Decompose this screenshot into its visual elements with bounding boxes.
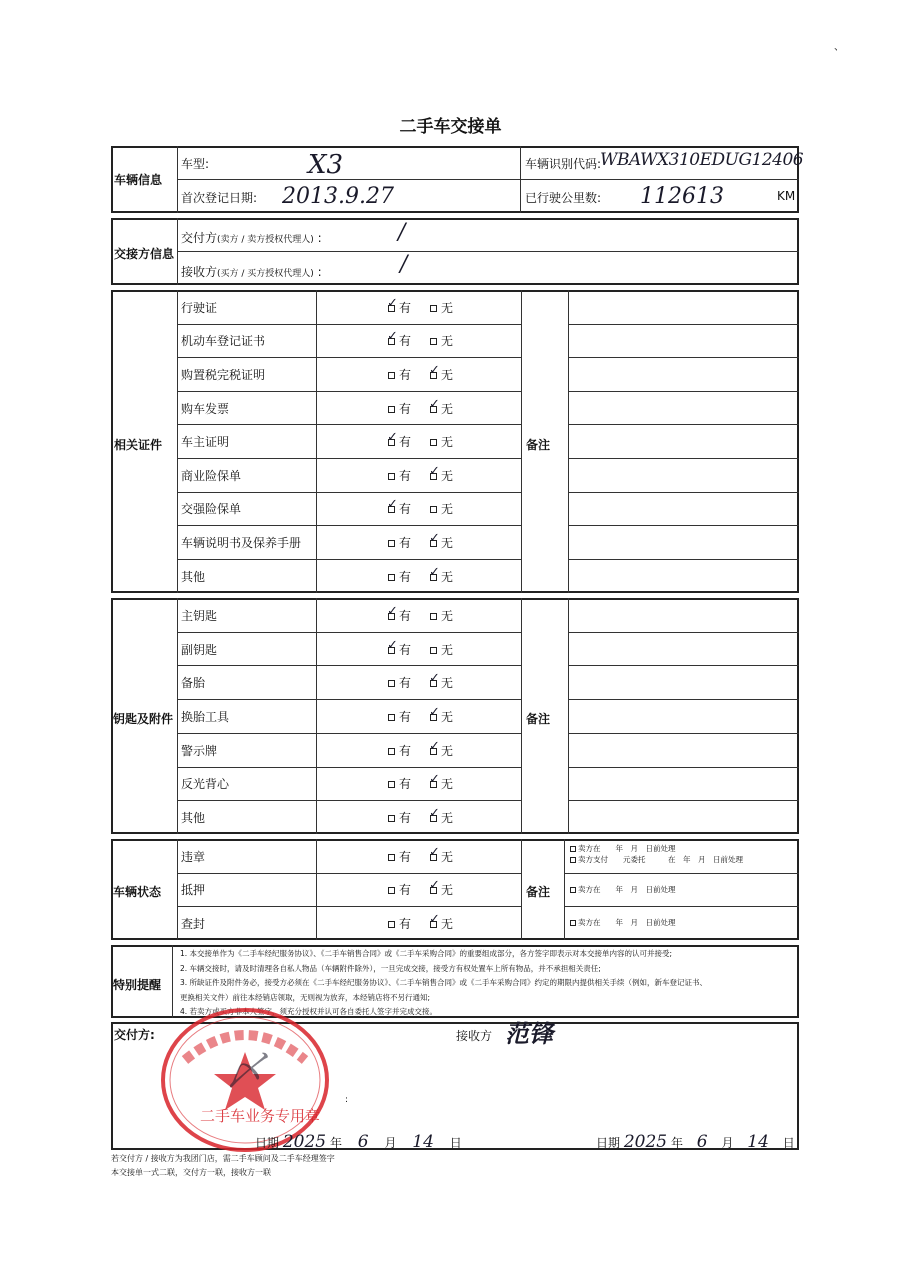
- receive-date: 日期 2025 年 6 月 14 日: [596, 1132, 795, 1152]
- documents-item-1-label: 机动车登记证书: [181, 334, 266, 349]
- status-item-1-label: 抵押: [181, 883, 206, 898]
- documents-item-7-check-mark: ✓: [429, 531, 440, 546]
- documents-item-8-check-mark: ✓: [429, 564, 440, 580]
- documents-item-3-yes-checkbox[interactable]: 有: [388, 400, 411, 417]
- documents-item-0-no-checkbox[interactable]: 无: [430, 299, 453, 316]
- keys-item-3-label: 换胎工具: [181, 709, 230, 724]
- keys-item-1-label: 副钥匙: [181, 642, 218, 657]
- keys-item-4-yes-checkbox[interactable]: 有: [388, 742, 411, 759]
- status-remark-label: 备注: [526, 885, 551, 899]
- stamp-text: 二手车业务专用章: [200, 1107, 321, 1125]
- keys-item-1-yes-checkbox[interactable]: 有: [388, 641, 411, 658]
- documents-item-8-no-checkbox[interactable]: 无: [430, 568, 453, 585]
- keys-item-5-no-checkbox[interactable]: 无: [430, 775, 453, 792]
- documents-item-7-no-checkbox[interactable]: 无: [430, 534, 453, 551]
- documents-item-4-label: 车主证明: [181, 435, 230, 450]
- status-item-2-no-checkbox[interactable]: 无: [430, 915, 453, 932]
- receive-signature: 范锋: [505, 1019, 553, 1048]
- documents-item-3-no-checkbox[interactable]: 无: [430, 400, 453, 417]
- keys-item-0-check-mark: ✓: [387, 603, 398, 619]
- keys-item-3-yes-checkbox[interactable]: 有: [388, 708, 411, 725]
- model-label: 车型:: [181, 157, 210, 171]
- deliver-date: 日期 2025 年 6 月 14 日: [255, 1132, 462, 1152]
- documents-item-6-yes-checkbox[interactable]: 有: [388, 500, 411, 517]
- status-item-0-label: 违章: [181, 849, 206, 864]
- notice-label: 特别提醒: [113, 978, 162, 992]
- status-remark-0-line-0: 卖方在 年 月 日前处理: [570, 845, 676, 853]
- status-item-1-yes-checkbox[interactable]: 有: [388, 881, 411, 898]
- documents-label: 相关证件: [114, 438, 163, 452]
- vin-label: 车辆识别代码:: [525, 157, 602, 171]
- status-remark-0-line-1: 卖方支付 元委托 在 年 月 日前处理: [570, 856, 743, 864]
- documents-item-4-yes-checkbox[interactable]: 有: [388, 433, 411, 450]
- status-item-1-no-checkbox[interactable]: 无: [430, 881, 453, 898]
- documents-item-2-yes-checkbox[interactable]: 有: [388, 366, 411, 383]
- documents-item-6-check-mark: ✓: [387, 497, 398, 513]
- documents-remark-label: 备注: [526, 438, 551, 452]
- keys-item-2-no-checkbox[interactable]: 无: [430, 674, 453, 691]
- keys-item-5-yes-checkbox[interactable]: 有: [388, 775, 411, 792]
- documents-item-8-yes-checkbox[interactable]: 有: [388, 568, 411, 585]
- keys-item-1-check-mark: ✓: [387, 637, 398, 653]
- keys-item-2-check-mark: ✓: [429, 671, 440, 687]
- receive-party-value: /: [400, 252, 408, 277]
- documents-item-1-check-mark: ✓: [387, 329, 398, 345]
- status-item-0-yes-checkbox[interactable]: 有: [388, 848, 411, 865]
- deliver-signature-scribble: 〆: [225, 1049, 265, 1095]
- status-label: 车辆状态: [113, 885, 162, 899]
- mileage-value: 112613: [640, 184, 724, 209]
- documents-item-4-check-mark: ✓: [387, 430, 398, 446]
- keys-item-0-label: 主钥匙: [181, 608, 218, 623]
- documents-item-2-no-checkbox[interactable]: 无: [430, 366, 453, 383]
- deliver-party-value: /: [398, 220, 406, 245]
- first-registration-value: 2013.9.27: [282, 184, 394, 209]
- documents-item-7-yes-checkbox[interactable]: 有: [388, 534, 411, 551]
- corner-mark: 、: [834, 42, 844, 53]
- status-item-2-check-mark: ✓: [429, 912, 440, 927]
- status-remark-1-line-0: 卖方在 年 月 日前处理: [570, 886, 676, 894]
- keys-item-0-yes-checkbox[interactable]: 有: [388, 607, 411, 624]
- documents-item-3-label: 购车发票: [181, 401, 230, 416]
- documents-item-5-label: 商业险保单: [181, 468, 242, 483]
- documents-item-3-check-mark: ✓: [429, 396, 440, 412]
- documents-item-2-label: 购置税完税证明: [181, 368, 266, 382]
- receive-party-label: 接收方(买方 / 买方授权代理人) :: [181, 265, 322, 279]
- keys-item-4-no-checkbox[interactable]: 无: [430, 742, 453, 759]
- stamp-colon: :: [345, 1095, 349, 1105]
- documents-item-0-yes-checkbox[interactable]: 有: [388, 299, 411, 316]
- keys-item-3-check-mark: ✓: [429, 704, 440, 720]
- mileage-label: 已行驶公里数:: [525, 191, 602, 205]
- status-item-2-yes-checkbox[interactable]: 有: [388, 915, 411, 932]
- keys-remark-label: 备注: [526, 712, 551, 726]
- document-title: 二手车交接单: [399, 117, 502, 137]
- status-item-2-label: 查封: [181, 917, 206, 931]
- documents-item-5-no-checkbox[interactable]: 无: [430, 467, 453, 484]
- documents-item-5-check-mark: ✓: [429, 463, 440, 479]
- footer-line-2: 本交接单一式二联，交付方一联，接收方一联: [111, 1168, 271, 1177]
- first-registration-label: 首次登记日期:: [181, 191, 258, 205]
- documents-item-1-no-checkbox[interactable]: 无: [430, 332, 453, 349]
- notice-text: 1. 本交接单作为《二手车经纪服务协议》、《二手车销售合同》或《二手车采购合同》的重要组成部分，各方签字即表示对本交接单内容的认可并接受; 2. 车辆交接时，请及时清理各自私人物品（车辆附件除外），一旦完成交接，接受方有权处置车上所有物品，并不承担相关责任; 3. 所缺证件及附件务必，接受方必须在《二手车经纪服务协议》、《二手车销售合同》或《二手车采购合同》约定的期限内提供相关手续（例如，新车登记证书、 更换相关文件）前往本经销店领取，无则视为放弃，本经销店将不另行通知; 4. 若卖方或买方非本人签字，须充分授权并认可各自委托人签字并完成交接。: [180, 949, 708, 1016]
- documents-item-2-check-mark: ✓: [429, 363, 440, 378]
- keys-item-4-label: 警示牌: [181, 743, 218, 758]
- keys-item-6-check-mark: ✓: [429, 806, 440, 822]
- parties-label: 交接方信息: [114, 247, 175, 261]
- documents-item-4-no-checkbox[interactable]: 无: [430, 433, 453, 450]
- documents-item-6-no-checkbox[interactable]: 无: [430, 500, 453, 517]
- documents-item-1-yes-checkbox[interactable]: 有: [388, 332, 411, 349]
- keys-item-2-yes-checkbox[interactable]: 有: [388, 674, 411, 691]
- keys-label: 钥匙及附件: [113, 712, 174, 726]
- footer-line-1: 若交付方 / 接收方为我团门店，需二手车顾问及二手车经理签字: [111, 1154, 335, 1163]
- documents-item-7-label: 车辆说明书及保养手册: [181, 536, 302, 550]
- keys-item-5-label: 反光背心: [181, 777, 230, 792]
- keys-item-5-check-mark: ✓: [429, 772, 440, 788]
- documents-item-0-check-mark: ✓: [387, 295, 398, 311]
- keys-item-6-no-checkbox[interactable]: 无: [430, 809, 453, 826]
- model-value: X3: [308, 150, 344, 180]
- keys-item-2-label: 备胎: [181, 676, 206, 691]
- keys-item-1-no-checkbox[interactable]: 无: [430, 641, 453, 658]
- status-item-0-no-checkbox[interactable]: 无: [430, 848, 453, 865]
- documents-item-6-label: 交强险保单: [181, 502, 242, 517]
- status-remark-2-line-0: 卖方在 年 月 日前处理: [570, 919, 676, 927]
- deliver-signature-label: 交付方:: [114, 1028, 155, 1042]
- keys-item-6-yes-checkbox[interactable]: 有: [388, 809, 411, 826]
- vehicle-info-label: 车辆信息: [114, 173, 163, 187]
- documents-item-5-yes-checkbox[interactable]: 有: [388, 467, 411, 484]
- keys-item-0-no-checkbox[interactable]: 无: [430, 607, 453, 624]
- vin-value: WBAWX310EDUG12406: [600, 150, 804, 170]
- documents-item-0-label: 行驶证: [181, 300, 218, 315]
- status-item-0-check-mark: ✓: [429, 844, 440, 860]
- documents-item-8-label: 其他: [181, 569, 206, 584]
- receive-signature-label: 接收方: [456, 1029, 493, 1043]
- keys-item-3-no-checkbox[interactable]: 无: [430, 708, 453, 725]
- mileage-unit: KM: [777, 189, 796, 203]
- status-item-1-check-mark: ✓: [429, 878, 440, 894]
- deliver-party-label: 交付方(卖方 / 卖方授权代理人) :: [181, 231, 322, 245]
- keys-item-6-label: 其他: [181, 811, 206, 826]
- keys-item-4-check-mark: ✓: [429, 738, 440, 754]
